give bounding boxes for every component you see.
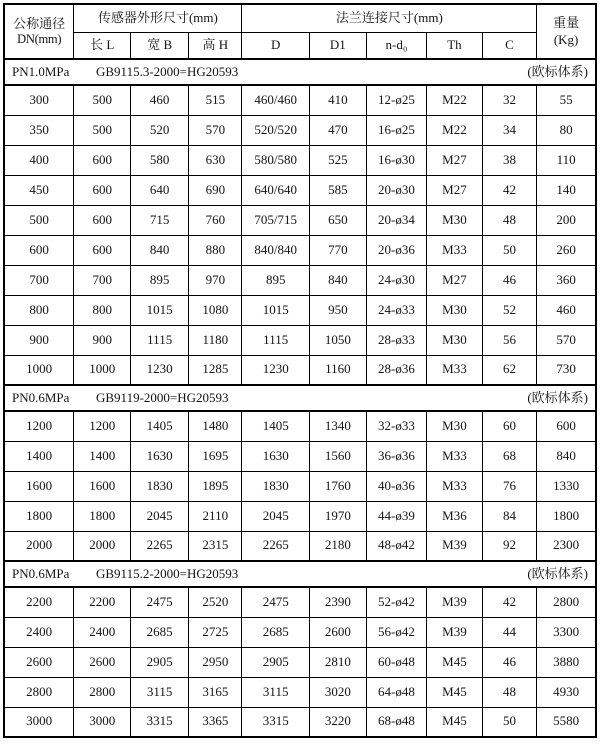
cell: 2000 xyxy=(4,531,74,561)
cell: 3115 xyxy=(242,677,309,707)
cell: 68-ø48 xyxy=(366,707,426,737)
cell: 64-ø48 xyxy=(366,677,426,707)
section-pressure-rating: PN0.6MPa xyxy=(12,565,70,581)
cell: 700 xyxy=(74,265,131,295)
cell: 1970 xyxy=(309,501,366,531)
cell: 715 xyxy=(131,205,189,235)
cell: 600 xyxy=(537,411,596,441)
cell: 2265 xyxy=(131,531,189,561)
cell: 40-ø36 xyxy=(366,471,426,501)
cell: 1285 xyxy=(189,355,242,385)
cell: 2685 xyxy=(242,617,309,647)
section-banner xyxy=(4,561,596,587)
cell: 700 xyxy=(4,265,74,295)
cell: 1000 xyxy=(4,355,74,385)
dn-label: 公称通径 xyxy=(13,15,66,31)
table-row xyxy=(4,411,596,441)
cell: 1480 xyxy=(189,411,242,441)
subheader-row xyxy=(4,32,596,59)
cell: 800 xyxy=(4,295,74,325)
cell: 2400 xyxy=(74,617,131,647)
cell: 1230 xyxy=(131,355,189,385)
cell: 36-ø36 xyxy=(366,441,426,471)
cell: 2475 xyxy=(242,587,309,617)
col-n-d0: n-d₀ xyxy=(366,32,426,59)
cell: 2390 xyxy=(309,587,366,617)
weight-label: 重量 xyxy=(553,15,580,31)
cell: 350 xyxy=(4,115,74,145)
cell: 84 xyxy=(482,501,536,531)
cell: 300 xyxy=(4,85,74,115)
section-row xyxy=(4,59,596,85)
cell: 3315 xyxy=(131,707,189,737)
cell: 44-ø39 xyxy=(366,501,426,531)
cell: 1695 xyxy=(189,441,242,471)
cell: 880 xyxy=(189,235,242,265)
cell: 80 xyxy=(537,115,596,145)
cell: 2800 xyxy=(74,677,131,707)
table-row xyxy=(4,617,596,647)
section-standard: GB9115.3-2000=HG20593 xyxy=(96,63,239,79)
section-standard: GB9115.2-2000=HG20593 xyxy=(96,565,239,581)
cell: 500 xyxy=(74,115,131,145)
section-pressure-rating: PN1.0MPa xyxy=(12,63,70,79)
table-row xyxy=(4,175,596,205)
cell: 690 xyxy=(189,175,242,205)
cell: 600 xyxy=(74,175,131,205)
cell: 1400 xyxy=(4,441,74,471)
cell: 48 xyxy=(482,205,536,235)
cell: 1760 xyxy=(309,471,366,501)
cell: 2685 xyxy=(131,617,189,647)
cell: M33 xyxy=(427,471,483,501)
cell: M22 xyxy=(427,115,483,145)
column-header-dn xyxy=(4,4,74,59)
cell: 2950 xyxy=(189,647,242,677)
cell: 32 xyxy=(482,85,536,115)
cell: 2905 xyxy=(242,647,309,677)
cell: 1115 xyxy=(131,325,189,355)
cell: 76 xyxy=(482,471,536,501)
column-header-weight xyxy=(537,4,596,59)
cell: 2600 xyxy=(74,647,131,677)
cell: 895 xyxy=(131,265,189,295)
section-row xyxy=(4,385,596,411)
cell: M45 xyxy=(427,707,483,737)
cell: 460/460 xyxy=(242,85,309,115)
cell: 1160 xyxy=(309,355,366,385)
cell: 2200 xyxy=(4,587,74,617)
cell: 950 xyxy=(309,295,366,325)
cell: 46 xyxy=(482,647,536,677)
table-row xyxy=(4,531,596,561)
cell: 48-ø42 xyxy=(366,531,426,561)
cell: 520 xyxy=(131,115,189,145)
cell: 500 xyxy=(74,85,131,115)
cell: M33 xyxy=(427,441,483,471)
table-row xyxy=(4,355,596,385)
cell: 1340 xyxy=(309,411,366,441)
cell: 1080 xyxy=(189,295,242,325)
cell: 260 xyxy=(537,235,596,265)
table-header xyxy=(4,4,596,59)
cell: M30 xyxy=(427,411,483,441)
cell: 52-ø42 xyxy=(366,587,426,617)
cell: 840/840 xyxy=(242,235,309,265)
cell: 1630 xyxy=(242,441,309,471)
cell: 1560 xyxy=(309,441,366,471)
cell: 20-ø30 xyxy=(366,175,426,205)
section-note: (欧标体系) xyxy=(527,565,588,581)
col-th: Th xyxy=(427,32,483,59)
cell: 515 xyxy=(189,85,242,115)
cell: 32-ø33 xyxy=(366,411,426,441)
cell: 600 xyxy=(74,235,131,265)
cell: 840 xyxy=(131,235,189,265)
cell: 2810 xyxy=(309,647,366,677)
table-row xyxy=(4,295,596,325)
col-d: D xyxy=(242,32,309,59)
cell: 3115 xyxy=(131,677,189,707)
cell: 44 xyxy=(482,617,536,647)
section-note: (欧标体系) xyxy=(527,63,588,79)
cell: 640/640 xyxy=(242,175,309,205)
cell: 3020 xyxy=(309,677,366,707)
cell: 2600 xyxy=(4,647,74,677)
cell: 50 xyxy=(482,707,536,737)
cell: 570 xyxy=(189,115,242,145)
cell: 1015 xyxy=(131,295,189,325)
cell: 2520 xyxy=(189,587,242,617)
cell: 460 xyxy=(131,85,189,115)
cell: 2800 xyxy=(4,677,74,707)
cell: 2000 xyxy=(74,531,131,561)
cell: 34 xyxy=(482,115,536,145)
table-row xyxy=(4,677,596,707)
cell: 24-ø30 xyxy=(366,265,426,295)
cell: 840 xyxy=(537,441,596,471)
cell: 1600 xyxy=(4,471,74,501)
cell: 600 xyxy=(74,145,131,175)
cell: M36 xyxy=(427,501,483,531)
cell: 3220 xyxy=(309,707,366,737)
cell: 5580 xyxy=(537,707,596,737)
cell: 585 xyxy=(309,175,366,205)
cell: 400 xyxy=(4,145,74,175)
cell: 2475 xyxy=(131,587,189,617)
table-row xyxy=(4,441,596,471)
cell: 1180 xyxy=(189,325,242,355)
table-body xyxy=(4,59,596,737)
col-length-l: 长 L xyxy=(74,32,131,59)
cell: 1800 xyxy=(74,501,131,531)
cell: 38 xyxy=(482,145,536,175)
cell: M33 xyxy=(427,355,483,385)
cell: 580 xyxy=(131,145,189,175)
cell: 600 xyxy=(74,205,131,235)
cell: M27 xyxy=(427,145,483,175)
cell: 24-ø33 xyxy=(366,295,426,325)
table-row xyxy=(4,325,596,355)
cell: 1230 xyxy=(242,355,309,385)
section-standard: GB9119-2000=HG20593 xyxy=(96,389,229,405)
section-banner xyxy=(4,385,596,411)
cell: M27 xyxy=(427,265,483,295)
cell: 1800 xyxy=(4,501,74,531)
cell: 2265 xyxy=(242,531,309,561)
cell: 2200 xyxy=(74,587,131,617)
cell: 800 xyxy=(74,295,131,325)
cell: 46 xyxy=(482,265,536,295)
cell: 1115 xyxy=(242,325,309,355)
cell: M30 xyxy=(427,325,483,355)
table-row xyxy=(4,471,596,501)
group-header-flange-dimensions: 法兰连接尺寸(mm) xyxy=(242,4,537,32)
cell: 60-ø48 xyxy=(366,647,426,677)
cell: 28-ø33 xyxy=(366,325,426,355)
cell: 525 xyxy=(309,145,366,175)
cell: 1200 xyxy=(4,411,74,441)
table-row xyxy=(4,85,596,115)
cell: 1405 xyxy=(242,411,309,441)
cell: 770 xyxy=(309,235,366,265)
cell: 1050 xyxy=(309,325,366,355)
cell: 68 xyxy=(482,441,536,471)
table-row xyxy=(4,707,596,737)
cell: 20-ø36 xyxy=(366,235,426,265)
cell: 570 xyxy=(537,325,596,355)
cell: 2300 xyxy=(537,531,596,561)
table-row xyxy=(4,265,596,295)
cell: 3315 xyxy=(242,707,309,737)
cell: 705/715 xyxy=(242,205,309,235)
section-note: (欧标体系) xyxy=(527,389,588,405)
cell: 1015 xyxy=(242,295,309,325)
cell: M22 xyxy=(427,85,483,115)
cell: 840 xyxy=(309,265,366,295)
weight-unit: (Kg) xyxy=(553,31,579,47)
cell: 56-ø42 xyxy=(366,617,426,647)
table-row xyxy=(4,235,596,265)
cell: 1800 xyxy=(537,501,596,531)
cell: 1330 xyxy=(537,471,596,501)
cell: 900 xyxy=(74,325,131,355)
group-header-sensor-dimensions: 传感器外形尺寸(mm) xyxy=(74,4,242,32)
cell: 630 xyxy=(189,145,242,175)
cell: 730 xyxy=(537,355,596,385)
cell: 52 xyxy=(482,295,536,325)
cell: 2180 xyxy=(309,531,366,561)
cell: 970 xyxy=(189,265,242,295)
cell: 500 xyxy=(4,205,74,235)
cell: 1895 xyxy=(189,471,242,501)
cell: M45 xyxy=(427,647,483,677)
cell: 16-ø30 xyxy=(366,145,426,175)
cell: M30 xyxy=(427,295,483,325)
cell: 48 xyxy=(482,677,536,707)
cell: 2905 xyxy=(131,647,189,677)
cell: 50 xyxy=(482,235,536,265)
section-banner xyxy=(4,59,596,85)
cell: 1200 xyxy=(74,411,131,441)
cell: 900 xyxy=(4,325,74,355)
cell: 760 xyxy=(189,205,242,235)
cell: 42 xyxy=(482,175,536,205)
cell: M33 xyxy=(427,235,483,265)
table-row xyxy=(4,205,596,235)
cell: 12-ø25 xyxy=(366,85,426,115)
cell: 600 xyxy=(4,235,74,265)
cell: M27 xyxy=(427,175,483,205)
cell: 110 xyxy=(537,145,596,175)
cell: 2600 xyxy=(309,617,366,647)
cell: 650 xyxy=(309,205,366,235)
table-row xyxy=(4,115,596,145)
cell: 410 xyxy=(309,85,366,115)
table-row xyxy=(4,647,596,677)
cell: M39 xyxy=(427,617,483,647)
cell: 2045 xyxy=(131,501,189,531)
cell: 3365 xyxy=(189,707,242,737)
cell: M39 xyxy=(427,531,483,561)
cell: 4930 xyxy=(537,677,596,707)
cell: 1000 xyxy=(74,355,131,385)
cell: M30 xyxy=(427,205,483,235)
cell: M45 xyxy=(427,677,483,707)
col-c: C xyxy=(482,32,536,59)
cell: 92 xyxy=(482,531,536,561)
cell: 200 xyxy=(537,205,596,235)
cell: 62 xyxy=(482,355,536,385)
cell: M39 xyxy=(427,587,483,617)
cell: 56 xyxy=(482,325,536,355)
cell: 2400 xyxy=(4,617,74,647)
dimension-spec-table xyxy=(3,3,597,738)
cell: 2725 xyxy=(189,617,242,647)
cell: 20-ø34 xyxy=(366,205,426,235)
cell: 3000 xyxy=(74,707,131,737)
table-row xyxy=(4,587,596,617)
cell: 1405 xyxy=(131,411,189,441)
cell: 2110 xyxy=(189,501,242,531)
cell: 3880 xyxy=(537,647,596,677)
cell: 460 xyxy=(537,295,596,325)
col-height-h: 高 H xyxy=(189,32,242,59)
cell: 60 xyxy=(482,411,536,441)
cell: 16-ø25 xyxy=(366,115,426,145)
cell: 3165 xyxy=(189,677,242,707)
cell: 2045 xyxy=(242,501,309,531)
table-row xyxy=(4,501,596,531)
table-row xyxy=(4,145,596,175)
cell: 520/520 xyxy=(242,115,309,145)
cell: 580/580 xyxy=(242,145,309,175)
cell: 2315 xyxy=(189,531,242,561)
cell: 895 xyxy=(242,265,309,295)
cell: 360 xyxy=(537,265,596,295)
dn-unit: DN(mm) xyxy=(17,31,62,46)
cell: 28-ø36 xyxy=(366,355,426,385)
cell: 2800 xyxy=(537,587,596,617)
cell: 450 xyxy=(4,175,74,205)
cell: 3300 xyxy=(537,617,596,647)
cell: 1830 xyxy=(131,471,189,501)
section-pressure-rating: PN0.6MPa xyxy=(12,389,70,405)
section-row xyxy=(4,561,596,587)
cell: 55 xyxy=(537,85,596,115)
cell: 42 xyxy=(482,587,536,617)
cell: 1400 xyxy=(74,441,131,471)
col-width-b: 宽 B xyxy=(131,32,189,59)
col-d1: D1 xyxy=(309,32,366,59)
cell: 140 xyxy=(537,175,596,205)
cell: 1630 xyxy=(131,441,189,471)
cell: 470 xyxy=(309,115,366,145)
cell: 3000 xyxy=(4,707,74,737)
cell: 1830 xyxy=(242,471,309,501)
cell: 1600 xyxy=(74,471,131,501)
cell: 640 xyxy=(131,175,189,205)
